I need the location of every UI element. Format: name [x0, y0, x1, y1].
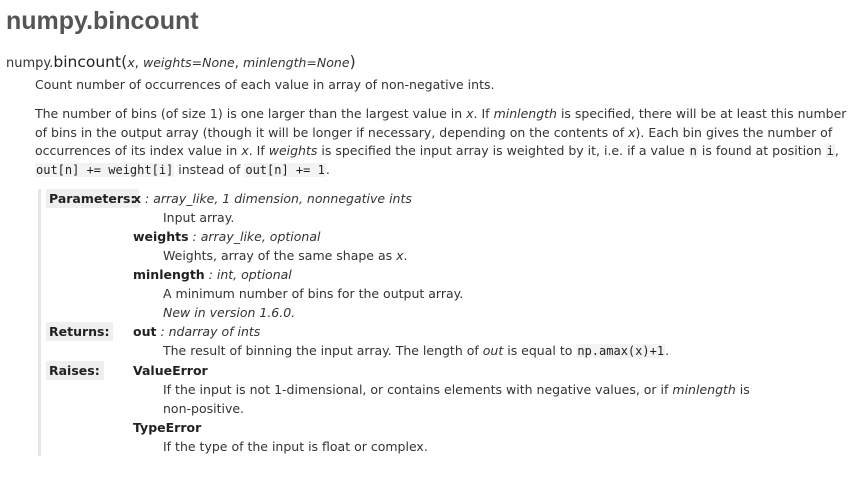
code-out-one: out[n] += 1 [245, 163, 325, 178]
code-np-amax: np.amax(x)+1 [577, 344, 665, 358]
return-out-desc-end: . [665, 343, 670, 358]
param-weights-desc-end: . [403, 248, 408, 263]
signature-open-paren: ( [121, 52, 128, 71]
raises-row [41, 361, 781, 456]
param-weights-name: weights [133, 229, 189, 244]
description-weights-ref: weights [268, 143, 318, 159]
raise-valueerror-desc [133, 380, 781, 418]
param-x-desc: Input array. [163, 210, 235, 225]
description-x-ref: x [466, 105, 474, 121]
returns-row [41, 322, 781, 361]
description-text: ). Each bin gives the number of occurrences of its index value in [35, 124, 833, 159]
raise-typeerror-desc: If the type of the input is float or complex. [163, 439, 428, 454]
signature-param-minlength: minlength=None [243, 55, 350, 70]
parameters-body [132, 189, 781, 322]
signature-param-x: x [127, 55, 135, 70]
function-signature [6, 52, 356, 74]
param-minlength-desc: A minimum number of bins for the output array. [163, 286, 464, 301]
docstring-body [35, 76, 855, 180]
param-x [133, 189, 781, 208]
param-minlength [133, 265, 781, 284]
raise-valueerror-name: ValueError [133, 363, 208, 378]
description-text: instead of [174, 162, 245, 178]
return-out-desc [133, 341, 781, 361]
description-text: . If [473, 105, 494, 121]
param-x-type: : array_like, 1 dimension, nonnegative ints [141, 191, 412, 206]
description-text: The number of bins (of size 1) is one larger than the largest value in [35, 105, 467, 121]
description-x-ref: x [241, 143, 249, 159]
description-text: is specified the input array is weighted by it, i.e. if a value [317, 143, 689, 159]
raise-typeerror-name: TypeError [133, 420, 202, 435]
description-text: is found at position [697, 143, 826, 159]
param-weights-desc-text: Weights, array of the same shape as [163, 248, 397, 263]
raises-body [132, 361, 781, 456]
raise-valueerror-desc-end: is non-positive. [163, 382, 750, 416]
param-weights-type: : array_like, optional [188, 229, 321, 244]
return-out-name: out [133, 324, 157, 339]
description-text: , [834, 143, 839, 159]
raises-label: Raises: [46, 361, 104, 380]
raise-valueerror-desc-text: If the input is not 1-dimensional, or contains elements with negative values, or if [163, 382, 673, 397]
code-out-weight: out[n] += weight[i] [36, 163, 174, 178]
param-minlength-name: minlength [133, 267, 205, 282]
signature-close-paren: ) [349, 52, 356, 71]
signature-separator: , [134, 56, 143, 71]
page-title: numpy.bincount [6, 7, 199, 35]
signature-function-name: bincount [53, 53, 122, 71]
raises-label-cell [41, 361, 132, 456]
return-out-type: : ndarray of ints [156, 324, 261, 339]
return-out-desc-em: out [482, 343, 504, 358]
description-text: is specified, there will be at least this number of bins in the output array (though it will be longer if necessary, depending on the contents of [35, 105, 847, 140]
returns-body [132, 322, 781, 361]
param-weights-desc-x: x [396, 248, 404, 263]
param-weights-desc [133, 246, 781, 265]
signature-separator: , [234, 56, 244, 71]
signature-param-weights: weights=None [143, 55, 235, 70]
parameters-label-cell [41, 189, 136, 322]
parameters-label: Parameters: [46, 189, 139, 208]
description-text: . [325, 162, 330, 178]
returns-label-cell [41, 322, 132, 361]
description-paragraph [35, 105, 855, 180]
param-minlength-type: : int, optional [204, 267, 292, 282]
description-minlength-ref: minlength [493, 105, 557, 121]
field-list [38, 189, 781, 456]
return-out-desc-text: The result of binning the input array. The length of [163, 343, 483, 358]
parameters-row [41, 189, 781, 322]
summary-text: Count number of occurrences of each value in array of non-negative ints. [35, 77, 495, 92]
code-n: n [689, 144, 697, 159]
param-x-name: x [133, 191, 142, 206]
return-out-desc-text: is equal to [503, 343, 577, 358]
returns-label: Returns: [46, 322, 113, 341]
param-weights [133, 227, 781, 246]
code-i: i [826, 144, 834, 159]
return-out [133, 322, 781, 341]
raise-valueerror-desc-em: minlength [672, 382, 736, 397]
signature-module-prefix: numpy. [6, 56, 54, 71]
version-note: New in version 1.6.0. [163, 305, 296, 320]
description-x-ref: x [628, 124, 636, 140]
description-text: . If [248, 143, 269, 159]
